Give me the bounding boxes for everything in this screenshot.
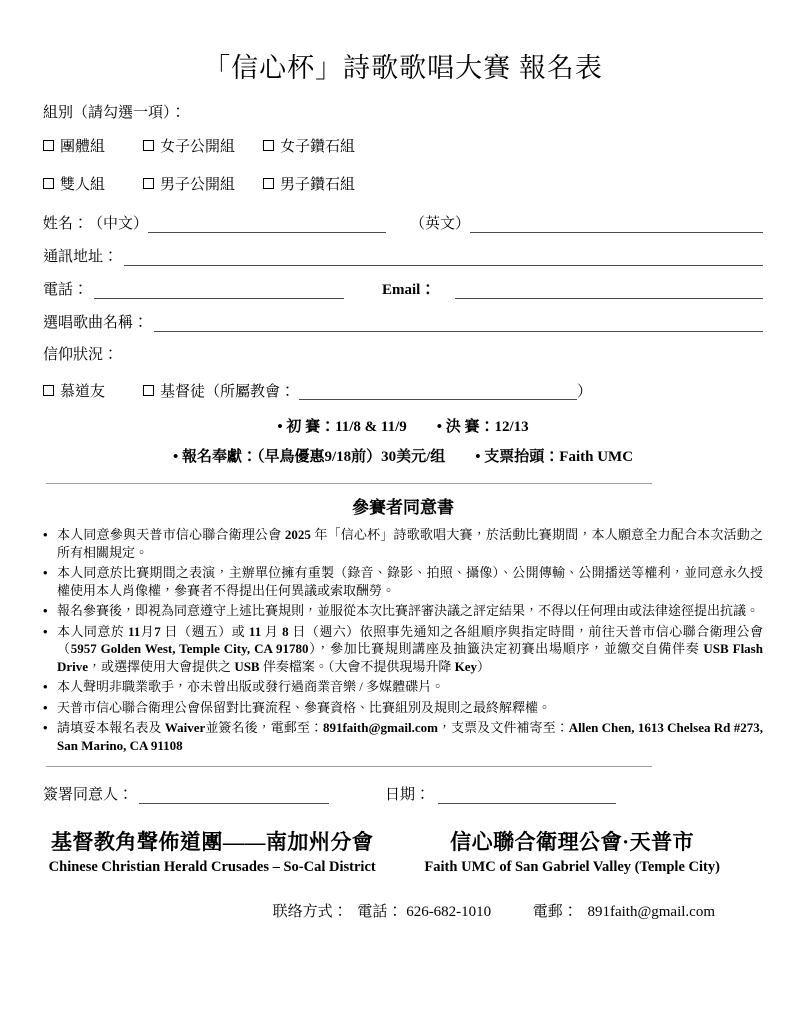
- agreement-bullet: [43, 699, 763, 717]
- phone-label: 電話：: [43, 282, 89, 298]
- checkbox-icon[interactable]: [43, 178, 54, 189]
- checkbox-option-team[interactable]: [43, 135, 143, 156]
- checkbox-option-duet[interactable]: [43, 173, 143, 194]
- song-label: 選唱歌曲名稱：: [43, 315, 149, 331]
- checkbox-option-women-diamond[interactable]: [263, 135, 355, 156]
- checkbox-icon[interactable]: [263, 140, 274, 151]
- signer-label: 簽署同意人：: [43, 787, 134, 803]
- bullet-text: 請填妥本報名表及 Waiver並簽名後，電郵至：891faith@gmail.com，支票及文件補寄至：Allen Chen, 1613 Chelsea Rd #273, San Marino, CA 91108: [57, 720, 763, 753]
- bullet-text: 報名參賽後，即視為同意遵守上述比賽規則，並服從本次比賽評審決議之評定結果，不得以任何理由或法律途徑提出抗議。: [57, 603, 760, 618]
- agreement-bullet: [43, 623, 763, 676]
- option-label: 慕道友: [60, 384, 106, 400]
- address-field[interactable]: [124, 247, 763, 266]
- song-row: [43, 310, 763, 332]
- dates-line: • 初 賽：11/8 & 11/9 • 決 賽：12/13: [277, 419, 529, 435]
- option-label: 男子鑽石組: [280, 177, 356, 193]
- phone-email-row: [43, 277, 763, 299]
- org-right: [381, 826, 763, 876]
- email-label: Email：: [382, 282, 436, 298]
- section-divider-top: [46, 483, 652, 484]
- org-left-name-cn: 基督教角聲佈道團——南加州分會: [50, 830, 374, 854]
- option-label: 團體組: [60, 139, 106, 155]
- checkbox-icon[interactable]: [43, 385, 54, 396]
- song-field[interactable]: [154, 313, 763, 332]
- contact-email-label: 電郵：: [532, 904, 578, 920]
- checkbox-option-christian[interactable]: [143, 380, 763, 401]
- address-row: [43, 244, 763, 266]
- church-field[interactable]: [299, 381, 577, 400]
- contact-phone-label: 電話：: [357, 904, 403, 920]
- email-field[interactable]: [455, 280, 763, 299]
- option-label: 雙人組: [60, 177, 106, 193]
- contact-email: 891faith@gmail.com: [587, 904, 715, 920]
- agreement-bullet: [43, 678, 763, 696]
- organizations-row: [43, 826, 763, 876]
- option-label: 女子公開組: [160, 139, 236, 155]
- category-label: 組別（請勾選一項）：: [43, 105, 186, 121]
- bullet-text: 天普市信心聯合衛理公會保留對比賽流程、參賽資格、比賽組別及規則之最終解釋權。: [57, 699, 552, 715]
- category-row-2: [43, 173, 763, 194]
- signer-field[interactable]: [139, 785, 329, 804]
- date-label: 日期：: [385, 787, 431, 803]
- bullet-icon: •: [43, 699, 48, 715]
- bullet-text: 本人聲明非職業歌手，亦未曾出版或發行過商業音樂 / 多媒體碟片。: [57, 679, 445, 694]
- checkbox-option-men-diamond[interactable]: [263, 173, 355, 194]
- chinese-label: （中文）: [88, 216, 149, 232]
- section-divider-bottom: [46, 766, 652, 767]
- checkbox-option-seeker[interactable]: [43, 380, 143, 401]
- checkbox-icon[interactable]: [143, 385, 154, 396]
- bullet-icon: •: [43, 720, 48, 735]
- checkbox-icon[interactable]: [263, 178, 274, 189]
- checkbox-icon[interactable]: [143, 178, 154, 189]
- contact-label: 联络方式：: [272, 904, 348, 920]
- contact-phone: 626-682-1010: [406, 904, 492, 920]
- org-right-name-cn: 信心聯合衛理公會·天普市: [450, 830, 695, 854]
- signature-row: [43, 780, 763, 804]
- bullet-icon: •: [43, 565, 48, 580]
- phone-field[interactable]: [94, 280, 344, 299]
- english-label: （英文）: [410, 216, 471, 232]
- checkbox-option-women-open[interactable]: [143, 135, 263, 156]
- bullet-text: 本人同意於 11月7 日（週五）或 11 月 8 日（週六）依照事先通知之各組順序與指定時間，前往天普市信心聯合衛理公會（5957 Golden West, Temple City, CA 91780），參加比賽規則講座及抽籤決定初賽出場順序，並繳交自備伴奏 USB Flash Drive，或選擇使用大會提供之 USB 伴奏檔案。（大會不提供現場升降 Key）: [57, 623, 763, 674]
- english-name-field[interactable]: [470, 214, 763, 233]
- option-label: 基督徒（所屬教會：: [160, 384, 296, 400]
- date-field[interactable]: [438, 785, 616, 804]
- agreement-bullet: [43, 564, 763, 599]
- faith-options-row: [43, 380, 763, 401]
- page-title: 「信心杯」詩歌歌唱大賽 報名表: [203, 53, 603, 83]
- fee-line: • 報名奉獻：（早鳥優惠9/18前）30美元/组 • 支票抬頭：Faith UMC: [172, 449, 634, 465]
- org-left-name-en: Chinese Christian Herald Crusades – So-Cal District: [48, 859, 376, 875]
- agreement-bullet: [43, 526, 763, 561]
- org-left: [43, 826, 381, 876]
- bullet-icon: •: [43, 603, 48, 618]
- checkbox-icon[interactable]: [43, 140, 54, 151]
- name-label: 姓名：: [43, 216, 89, 232]
- close-paren: ）: [577, 384, 593, 400]
- agreement-title: 參賽者同意書: [352, 498, 454, 517]
- bullet-icon: •: [43, 679, 48, 694]
- org-right-name-en: Faith UMC of San Gabriel Valley (Temple City): [424, 859, 720, 875]
- chinese-name-field[interactable]: [148, 214, 386, 233]
- checkbox-icon[interactable]: [143, 140, 154, 151]
- bullet-text: 本人同意於比賽期間之表演，主辦單位擁有重製（錄音、錄影、拍照、攝像）、公開傳輸、公開播送等權利，並同意永久授權使用本人肖像權，參賽者不得提出任何異議或索取酬勞。: [57, 565, 763, 598]
- bullet-icon: •: [43, 623, 48, 639]
- bullet-text: 本人同意參與天普市信心聯合衛理公會 2025 年「信心杯」詩歌歌唱大賽，於活動比賽期間，本人願意全力配合本次活動之所有相關規定。: [57, 527, 763, 560]
- name-row: [43, 211, 763, 233]
- option-label: 女子鑽石組: [280, 139, 356, 155]
- agreement-bullet: [43, 602, 763, 620]
- category-row-1: [43, 135, 763, 156]
- agreement-bullet: [43, 719, 763, 754]
- contact-line: [43, 900, 763, 921]
- faith-label: 信仰狀況：: [43, 347, 119, 363]
- address-label: 通訊地址：: [43, 249, 119, 265]
- option-label: 男子公開組: [160, 177, 236, 193]
- checkbox-option-men-open[interactable]: [143, 173, 263, 194]
- bullet-icon: •: [43, 527, 48, 542]
